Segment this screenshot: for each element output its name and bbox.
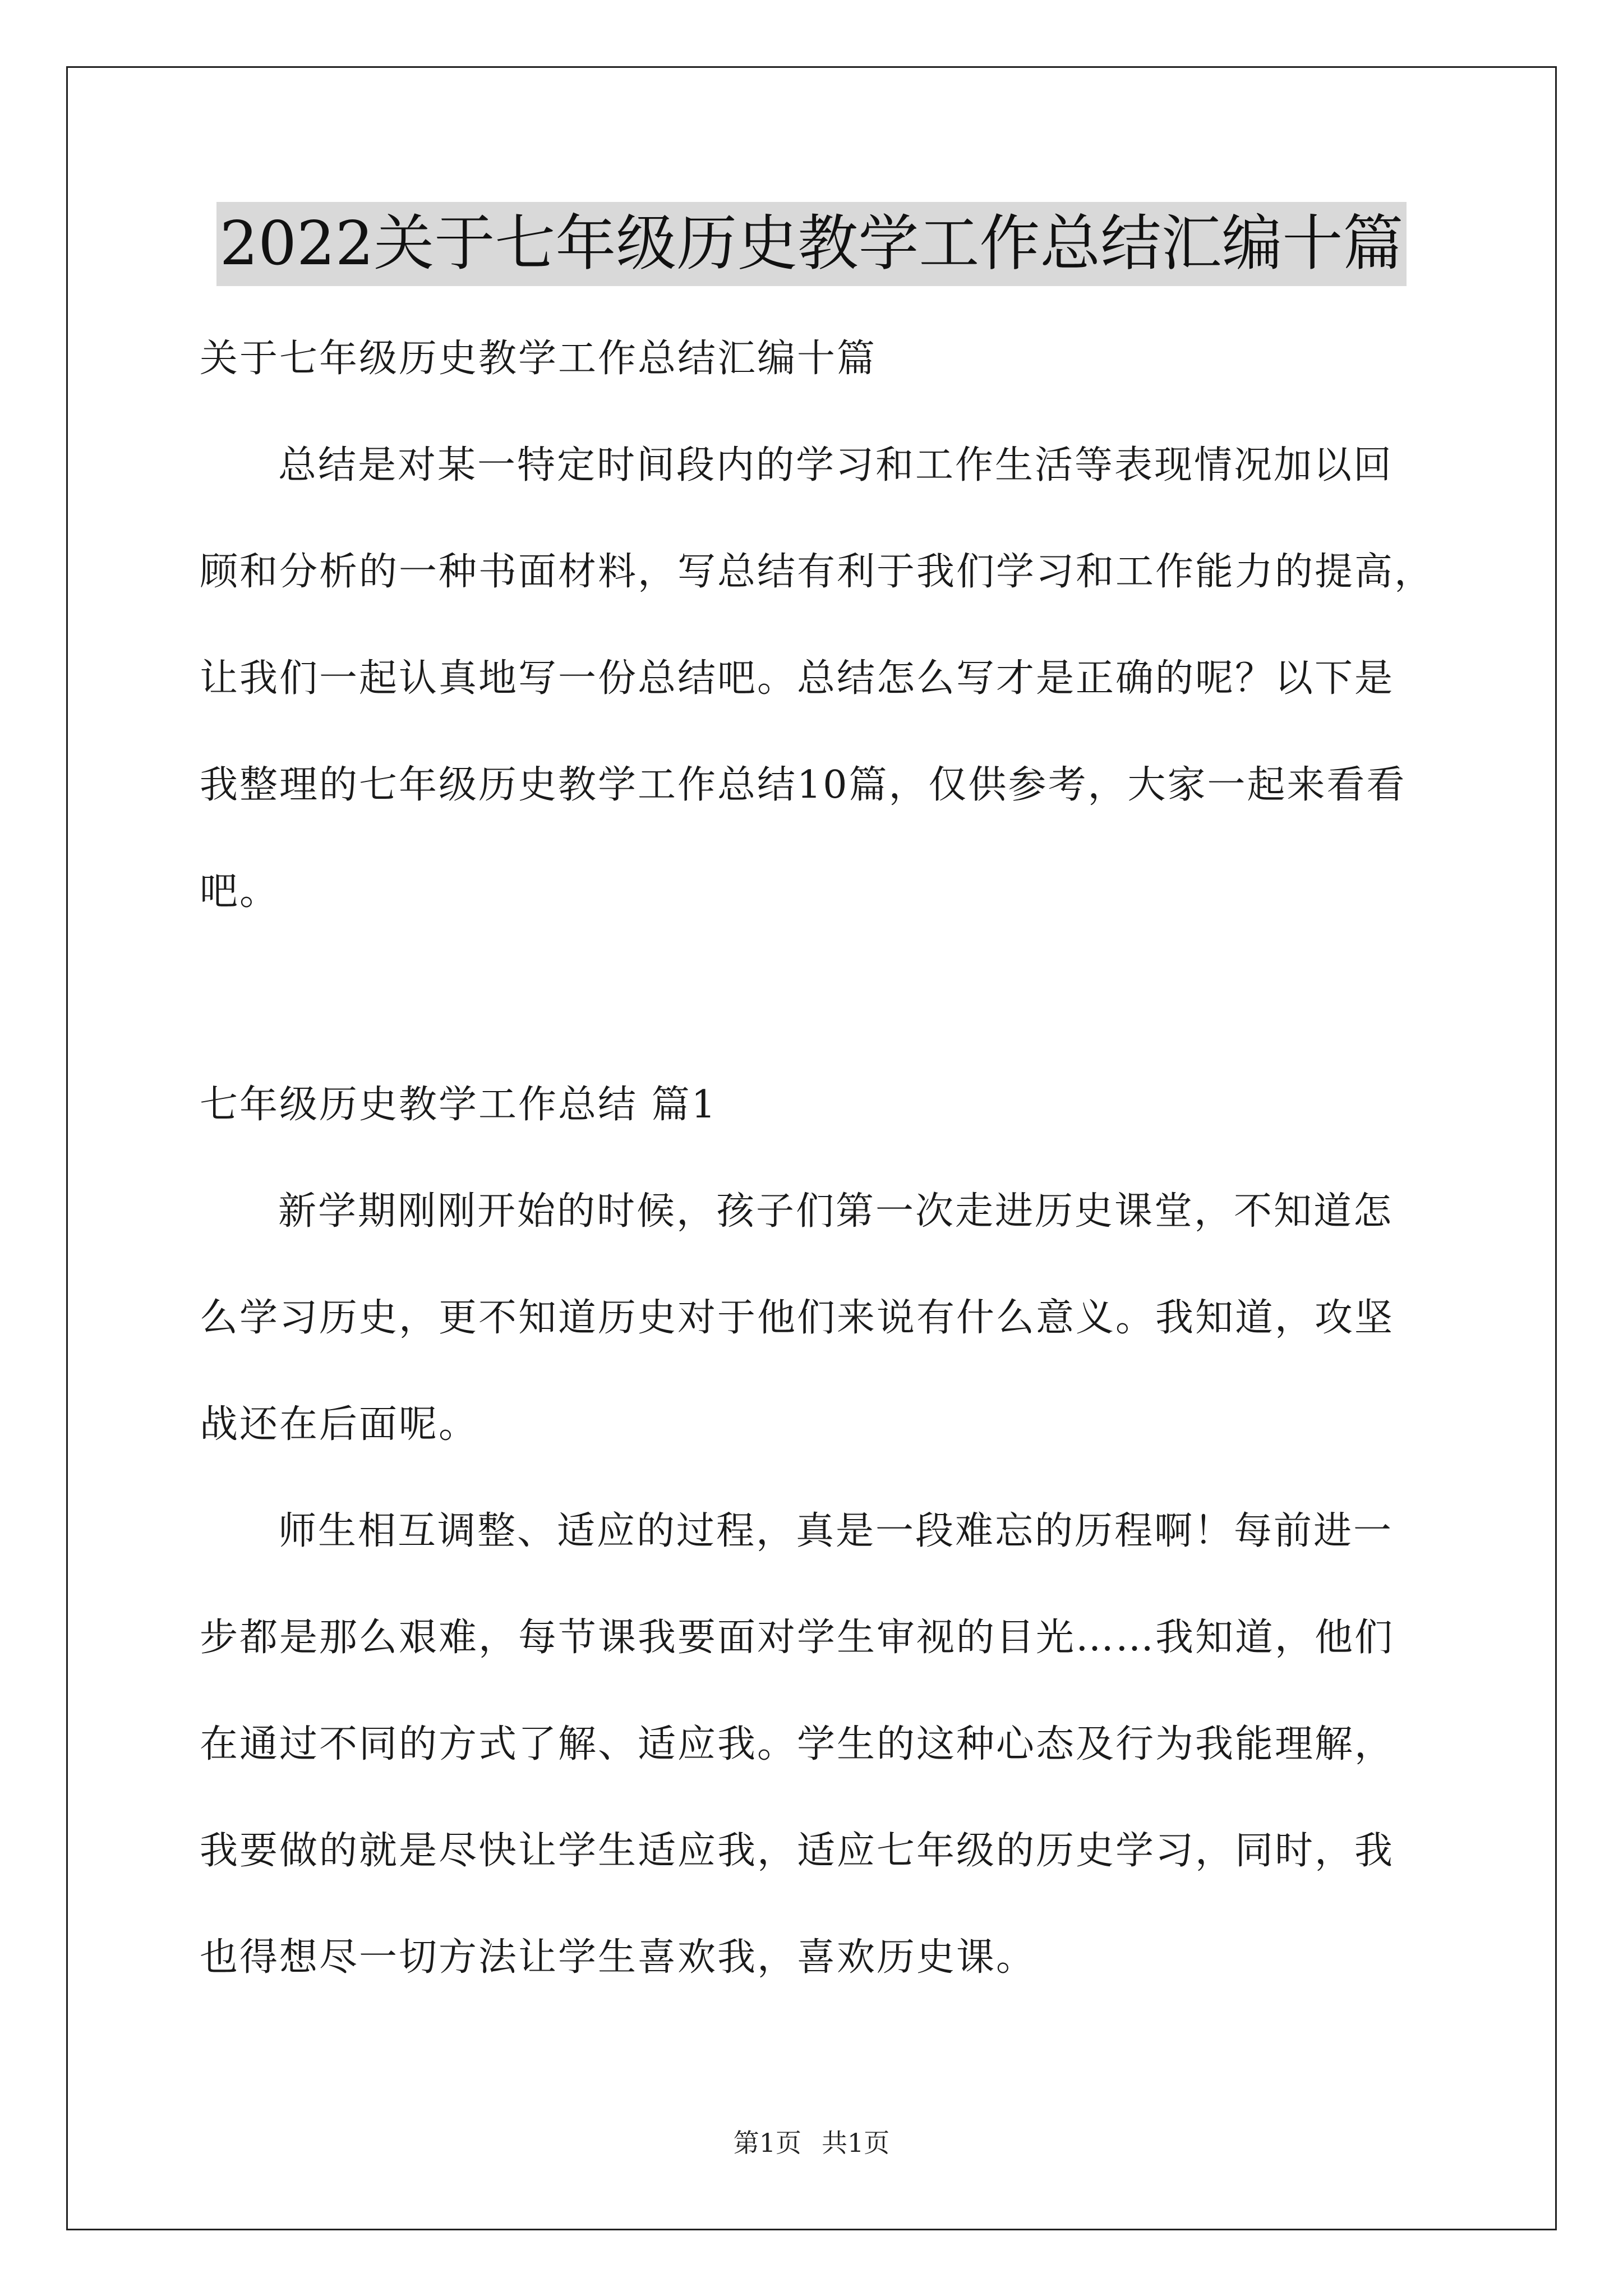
paragraph-line: 战还在后面呢。 (200, 1402, 479, 1447)
page-total: 共1页 (822, 2128, 890, 2158)
paragraph-line: 步都是那么艰难，每节课我要面对学生审视的目光……我知道，他们 (200, 1616, 1395, 1660)
paragraph-line: 总结是对某一特定时间段内的学习和工作生活等表现情况加以回 (278, 443, 1394, 487)
paragraph-line: 吧。 (200, 869, 280, 914)
subtitle-line: 关于七年级历史教学工作总结汇编十篇 (200, 337, 877, 381)
paragraph-line: 新学期刚刚开始的时候，孩子们第一次走进历史课堂，不知道怎 (278, 1189, 1394, 1234)
paragraph-line: 师生相互调整、适应的过程，真是一段难忘的历程啊！每前进一 (278, 1509, 1394, 1553)
paragraph-line: 顾和分析的一种书面材料，写总结有利于我们学习和工作能力的提高， (200, 550, 1435, 594)
page-number: 第1页 (733, 2128, 801, 2158)
paragraph-line: 让我们一起认真地写一份总结吧。总结怎么写才是正确的呢？以下是 (200, 656, 1395, 701)
title-wrap (0, 202, 1623, 286)
paragraph-line: 在通过不同的方式了解、适应我。学生的这种心态及行为我能理解， (200, 1722, 1395, 1766)
document-title: 2022关于七年级历史教学工作总结汇编十篇 (216, 202, 1407, 286)
paragraph-line: 我整理的七年级历史教学工作总结10篇，仅供参考，大家一起来看看 (200, 763, 1407, 807)
page-footer (0, 2126, 1623, 2160)
paragraph-line: 么学习历史，更不知道历史对于他们来说有什么意义。我知道，攻坚 (200, 1296, 1395, 1340)
paragraph-line: 也得想尽一切方法让学生喜欢我，喜欢历史课。 (200, 1935, 1036, 1980)
section-heading: 七年级历史教学工作总结 篇1 (200, 1083, 717, 1127)
paragraph-line: 我要做的就是尽快让学生适应我，适应七年级的历史学习，同时，我 (200, 1829, 1395, 1873)
paragraph-gap (200, 945, 1433, 1052)
document-body (200, 306, 1433, 2011)
